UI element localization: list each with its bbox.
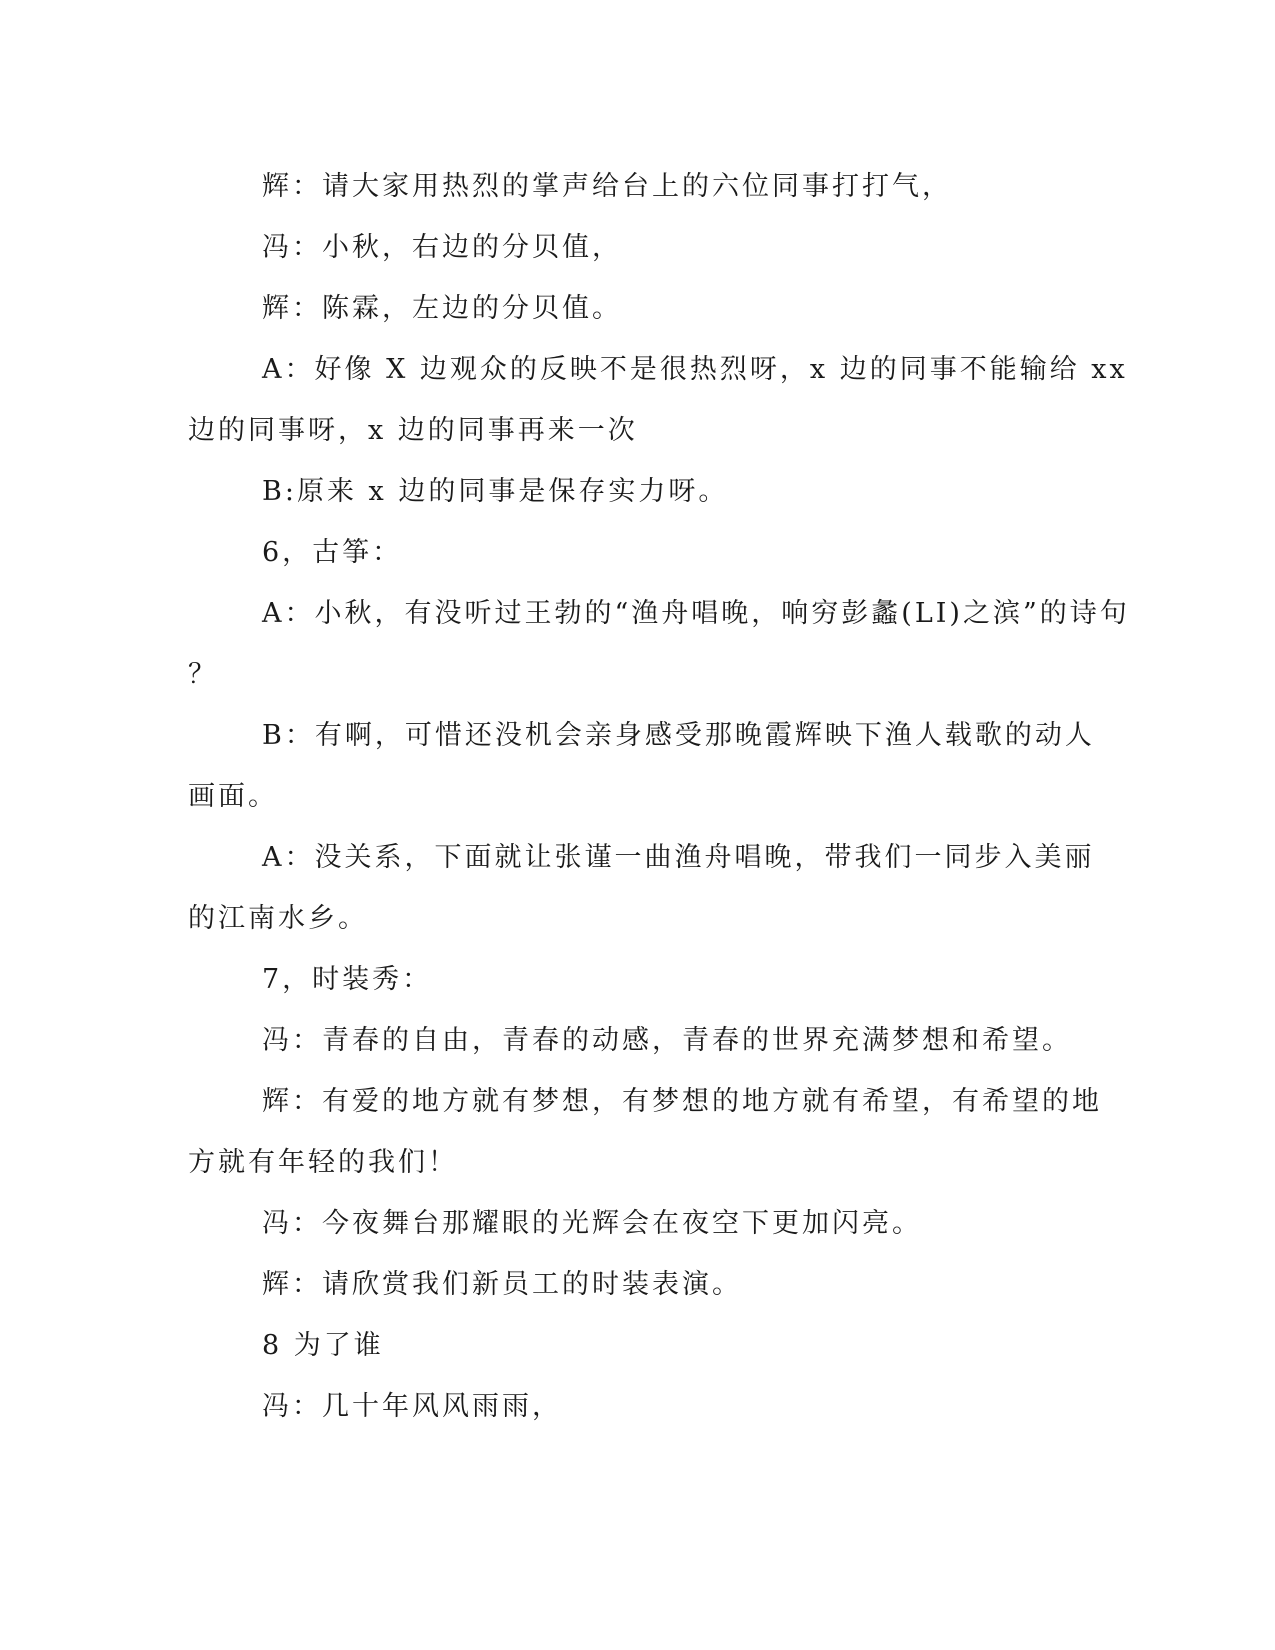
- line-9: ？: [188, 659, 218, 690]
- line-14: 7，时装秀：: [262, 964, 433, 995]
- line-7: 6，古筝：: [262, 537, 403, 568]
- line-12: A：没关系，下面就让张谨一曲渔舟唱晚，带我们一同步入美丽: [262, 842, 1095, 873]
- line-1: 辉：请大家用热烈的掌声给台上的六位同事打打气，: [262, 171, 952, 202]
- line-15: 冯：青春的自由，青春的动感，青春的世界充满梦想和希望。: [262, 1025, 1072, 1056]
- line-3: 辉：陈霖，左边的分贝值。: [262, 293, 622, 324]
- line-5: 边的同事呀，x 边的同事再来一次: [188, 415, 638, 446]
- line-6: B:原来 x 边的同事是保存实力呀。: [262, 476, 729, 507]
- line-16: 辉：有爱的地方就有梦想，有梦想的地方就有希望，有希望的地: [262, 1086, 1102, 1117]
- line-13: 的江南水乡。: [188, 903, 368, 934]
- line-18: 冯：今夜舞台那耀眼的光辉会在夜空下更加闪亮。: [262, 1208, 922, 1239]
- line-4: A：好像 X 边观众的反映不是很热烈呀，x 边的同事不能输给 xx: [262, 354, 1128, 385]
- line-2: 冯：小秋，右边的分贝值，: [262, 232, 622, 263]
- line-17: 方就有年轻的我们！: [188, 1147, 458, 1178]
- line-21: 冯：几十年风风雨雨，: [262, 1391, 562, 1422]
- line-10: B：有啊，可惜还没机会亲身感受那晚霞辉映下渔人载歌的动人: [262, 720, 1095, 751]
- line-11: 画面。: [188, 781, 278, 812]
- line-20: 8 为了谁: [262, 1330, 384, 1361]
- line-8: A：小秋，有没听过王勃的“渔舟唱晚，响穷彭蠡(LI)之滨”的诗句: [262, 598, 1130, 629]
- line-19: 辉：请欣赏我们新员工的时装表演。: [262, 1269, 742, 1300]
